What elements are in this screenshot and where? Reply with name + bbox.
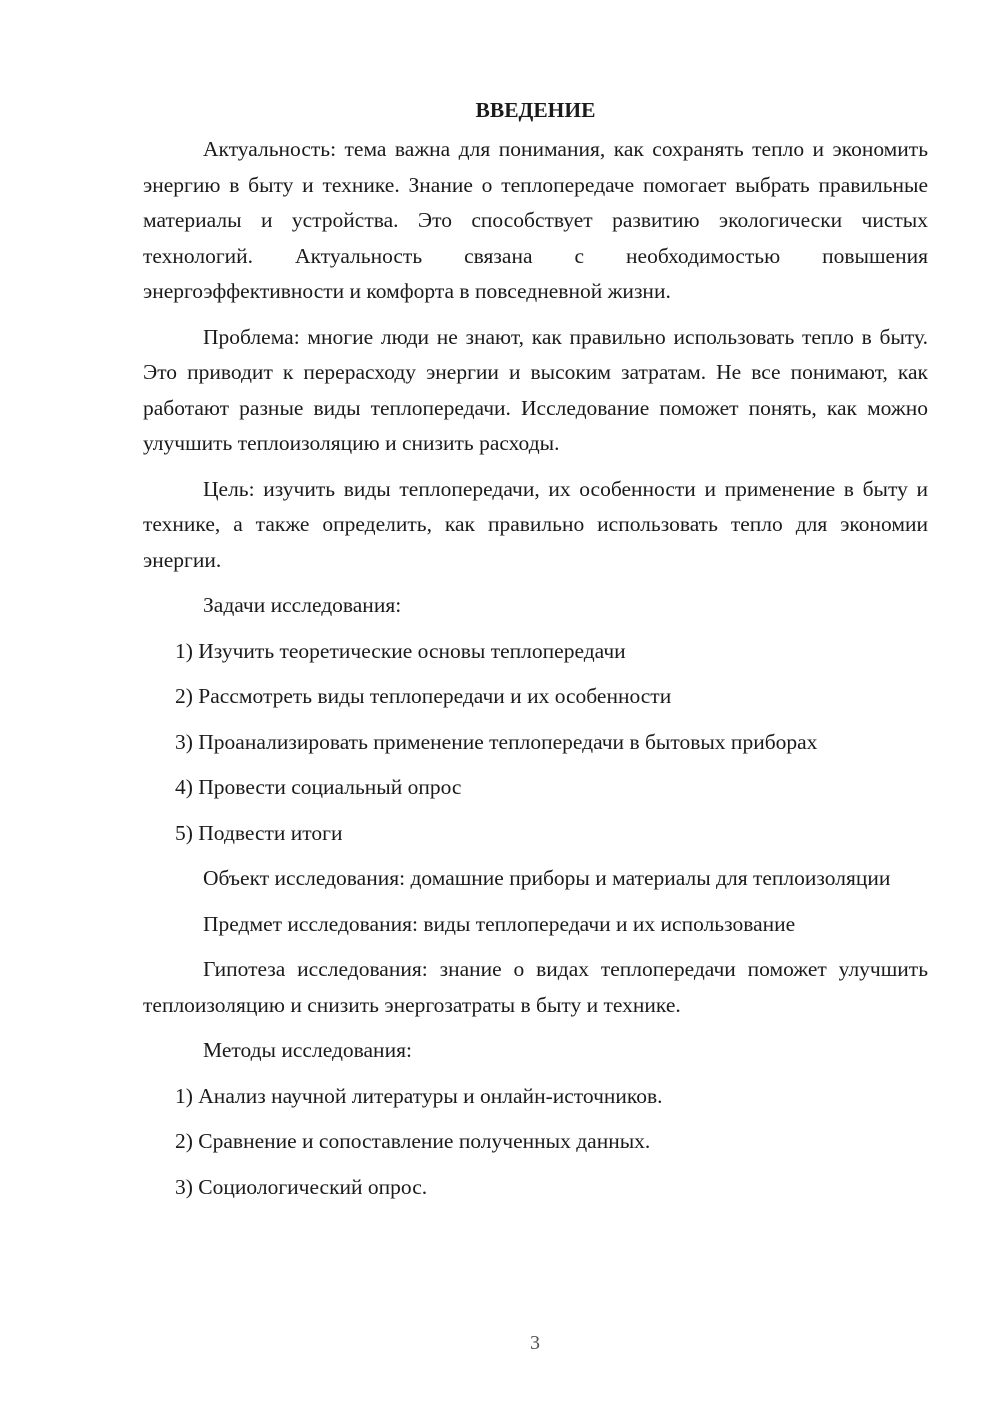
method-item-3: 3) Социологический опрос.	[175, 1174, 428, 1199]
tasks-heading: Задачи исследования:	[203, 593, 402, 617]
task-item-4: 4) Провести социальный опрос	[175, 775, 462, 799]
method-item-1: 1) Анализ научной литературы и онлайн-источников.	[175, 1083, 663, 1108]
hypothesis-paragraph: Гипотеза исследования: знание о видах теплопередачи поможет улучшить теплоизоляцию и снизить энергозатраты в быту и технике.	[143, 957, 928, 1017]
tasks-list	[143, 634, 928, 852]
page-title: ВВЕДЕНИЕ	[475, 98, 596, 122]
object-paragraph: Объект исследования: домашние приборы и материалы для теплоизоляции	[203, 866, 891, 890]
methods-heading: Методы исследования:	[203, 1038, 412, 1062]
task-item-2: 2) Рассмотреть виды теплопередачи и их особенности	[175, 684, 672, 708]
task-item-3: 3) Проанализировать применение теплопередачи в бытовых приборах	[175, 729, 818, 754]
relevance-paragraph: Актуальность: тема важна для понимания, как сохранять тепло и экономить энергию в быту и технике. Знание о теплопередаче помогает выбрать правильные материалы и устройства. Это способствует развитию экологически чистых технологий. Актуальность связана с необходимостью повышения энергоэффективности и комфорта в повседневной жизни.	[143, 137, 928, 303]
method-item-2: 2) Сравнение и сопоставление полученных данных.	[175, 1129, 651, 1153]
document-page	[143, 92, 928, 1215]
problem-paragraph: Проблема: многие люди не знают, как правильно использовать тепло в быту. Это приводит к перерасходу энергии и высоким затратам. Не все понимают, как работают разные виды теплопередачи. Исследование поможет понять, как можно улучшить теплоизоляцию и снизить расходы.	[143, 324, 928, 455]
task-item-5: 5) Подвести итоги	[175, 820, 343, 845]
goal-paragraph: Цель: изучить виды теплопередачи, их особенности и применение в быту и технике, а также определить, как правильно использовать тепло для экономии энергии.	[143, 476, 928, 572]
subject-paragraph: Предмет исследования: виды теплопередачи и их использование	[203, 911, 796, 936]
task-item-1: 1) Изучить теоретические основы теплопередачи	[175, 638, 626, 663]
page-number: 3	[530, 1332, 540, 1354]
methods-list	[143, 1079, 928, 1206]
